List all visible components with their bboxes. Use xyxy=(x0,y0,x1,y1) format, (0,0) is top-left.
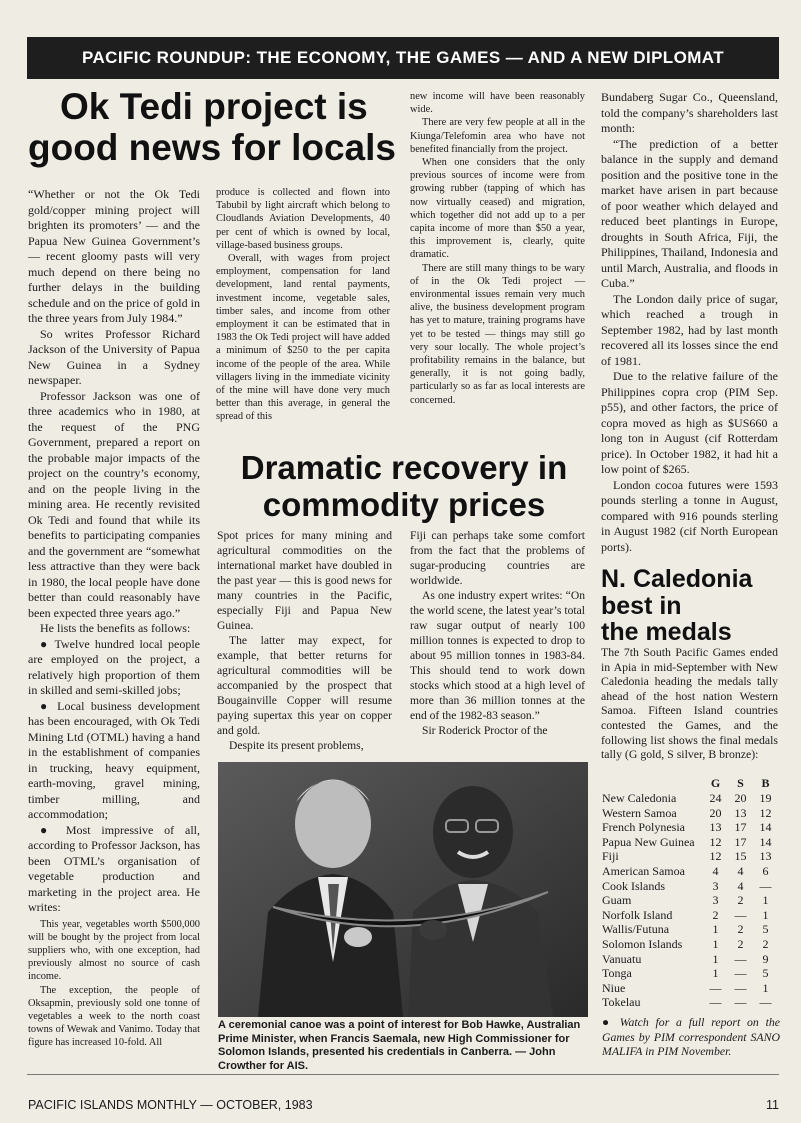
medals-table xyxy=(602,775,780,1010)
table-row xyxy=(602,791,778,806)
silver-count: — xyxy=(734,995,747,1010)
country-name: New Caledonia xyxy=(602,791,677,805)
table-row xyxy=(602,806,778,821)
country-name: Cook Islands xyxy=(602,878,665,893)
article1-headline-line2: good news for locals xyxy=(28,127,396,168)
gold-count: 4 xyxy=(712,863,719,878)
table-row xyxy=(602,893,778,908)
country-name: Wallis/Futuna xyxy=(602,922,670,937)
gold-count: 3 xyxy=(712,893,719,908)
article1-headline-line1: Ok Tedi project is xyxy=(60,86,368,127)
gold-count: 20 xyxy=(709,805,722,820)
paragraph: Despite its present problems, xyxy=(229,739,364,752)
article3-headline xyxy=(601,566,781,646)
bronze-count: 2 xyxy=(762,936,769,951)
gold-count: 1 xyxy=(712,922,719,937)
country-name: Vanuatu xyxy=(602,951,642,966)
silver-count: 15 xyxy=(734,849,747,864)
gold-count: 12 xyxy=(709,834,722,849)
article1-column-2 xyxy=(216,186,390,424)
table-row xyxy=(602,835,778,850)
header-gold: G xyxy=(710,775,721,790)
gold-count: 1 xyxy=(712,951,719,966)
photo-caption: A ceremonial canoe was a point of interest for Bob Hawke, Australian Prime Minister, when Francis Saemala, new High Commissioner for Solomon Islands, presented his credentials in Canberra. — John Crowther for AIS. xyxy=(218,1019,581,1072)
table-row xyxy=(602,879,778,894)
bronze-count: 14 xyxy=(759,834,772,849)
silver-count: 13 xyxy=(734,805,747,820)
article3-headline-line2: best in xyxy=(601,591,682,620)
table-row xyxy=(602,995,778,1010)
paragraph: new income will have been reasonably wide. xyxy=(410,91,585,116)
photo-illustration xyxy=(218,762,588,1017)
silver-count: 4 xyxy=(737,863,744,878)
quoted-paragraph: This year, vegetables worth $500,000 will be bought by the project from local suppliers who, with one exception, had previously almost no source of cash income. xyxy=(28,918,200,983)
country-name: Solomon Islands xyxy=(602,936,683,951)
bronze-count: 1 xyxy=(762,907,769,922)
country-name: Norfolk Island xyxy=(602,907,673,922)
silver-count: 17 xyxy=(734,820,747,835)
article3-intro xyxy=(601,645,778,762)
paragraph: “Whether or not the Ok Tedi gold/copper mining project will brighten its promoters’ — and the Papua New Guinea Government’s — recent gloomy pasts will very much depend on there being no further delays in the building schedule and on the price of gold in the three years from July 1984.” xyxy=(28,187,200,325)
country-name: American Samoa xyxy=(602,863,685,878)
gold-count: 24 xyxy=(709,791,722,805)
gold-count: 13 xyxy=(709,820,722,835)
bullet-paragraph: ● Most impressive of all, according to Professor Jackson, has been OTML’s organisation of vegetable production and marketing in the project area. He writes: xyxy=(28,822,200,914)
table-row xyxy=(602,937,778,952)
paragraph: So writes Professor Richard Jackson of the University of Papua New Guinea in a Sydney newspaper. xyxy=(28,326,200,387)
bronze-count: 12 xyxy=(759,805,772,820)
article2-column-2 xyxy=(410,528,585,738)
table-row xyxy=(602,864,778,879)
footer-page-number: 11 xyxy=(766,1098,779,1112)
bronze-count: 6 xyxy=(762,863,769,878)
paragraph: Fiji can perhaps take some comfort from the fact that the problems of sugar-producing countries are worldwide. xyxy=(410,529,585,587)
country-name: Fiji xyxy=(602,849,619,864)
bronze-count: 19 xyxy=(759,791,772,805)
table-row xyxy=(602,966,778,981)
article2-column-3 xyxy=(601,90,778,555)
country-name: Papua New Guinea xyxy=(602,834,695,849)
article1-column-1 xyxy=(28,187,200,1050)
gold-count: 1 xyxy=(712,966,719,981)
bronze-count: — xyxy=(759,995,772,1010)
paragraph: Overall, with wages from project employment, compensation for land development, land rental payments, investment income, vegetable sales, timber sales, and income from other employment it can be estimated that in 1983 the Ok Tedi project will have added a minimum of $250 to the per capita income of the people of the area. While villagers living in the immediate vicinity of the mine will have done very much better than this average, in general the spread of this xyxy=(216,253,390,423)
paragraph: The latter may expect, for example, that better returns for agricultural commodities will be accompanied by the prospect that Bougainville Copper will resume paying supertax this year on copper and gold. xyxy=(217,634,392,737)
table-header-row xyxy=(602,775,778,791)
gold-count: 12 xyxy=(709,849,722,864)
table-row xyxy=(602,849,778,864)
article2-headline-line1: Dramatic recovery in xyxy=(240,449,568,486)
silver-count: 20 xyxy=(734,791,747,805)
bullet-paragraph: ● Twelve hundred local people are employed on the project, a relatively high proportion of them in skilled and semi-skilled jobs; xyxy=(28,636,200,697)
silver-count: — xyxy=(734,980,747,995)
country-name: Tonga xyxy=(602,966,632,981)
paragraph: The 7th South Pacific Games ended in Apia in mid-September with New Caledonia heading the medals tally ahead of the host nation Western Samoa. Fifteen Island countries contested the Games, and the following list shows the final medals tally (G gold, S silver, B bronze): xyxy=(601,645,778,762)
silver-count: 2 xyxy=(737,893,744,908)
bronze-count: 5 xyxy=(762,966,769,981)
table-row xyxy=(602,952,778,967)
quoted-paragraph: The exception, the people of Oksapmin, previously sold one tonne of vegetables a week to the north coast towns of Wewak and Vanimo. Today that figure has increased 10-fold. All xyxy=(28,984,200,1049)
country-name: Guam xyxy=(602,893,632,908)
bullet-paragraph: ● Local business development has been encouraged, with Ok Tedi Mining Ltd (OTML) having a hand in the establishment of companies in trucking, heavy equipment, earth-moving, gravel mining, timber milling, and accommodation; xyxy=(28,698,200,821)
table-row xyxy=(602,820,778,835)
silver-count: 4 xyxy=(737,878,744,893)
country-name: Tokelau xyxy=(602,995,641,1010)
paragraph: Sir Roderick Proctor of the xyxy=(422,724,548,737)
paragraph: The London daily price of sugar, which reached a trough in September 1982, had by last month recovered all its losses since the end of 1981. xyxy=(601,291,778,368)
article1-column-3 xyxy=(410,90,585,407)
section-banner: PACIFIC ROUNDUP: THE ECONOMY, THE GAMES — AND A NEW DIPLOMAT xyxy=(27,37,779,79)
paragraph: “The prediction of a better balance in the supply and demand position and the positive tone in the market have arisen in part because of poor weather which delayed and reduced beet plantings in Europe, droughts in South Africa, Fiji, the Philippines, Thailand, Indonesia and until March, Australia, and floods in Cuba.” xyxy=(601,136,778,290)
footer-publication: PACIFIC ISLANDS MONTHLY — OCTOBER, 1983 xyxy=(28,1098,313,1112)
silver-count: — xyxy=(734,951,747,966)
bronze-count: 14 xyxy=(759,820,772,835)
medals-tally xyxy=(602,775,778,1010)
table-row xyxy=(602,908,778,923)
table-row xyxy=(602,922,778,937)
country-name: Niue xyxy=(602,980,626,995)
paragraph: London cocoa futures were 1593 pounds sterling a tonne in August, compared with 916 pounds sterling in August 1982 (cif North European ports). xyxy=(601,477,778,554)
gold-count: 1 xyxy=(712,936,719,951)
gold-count: 3 xyxy=(712,878,719,893)
bronze-count: 13 xyxy=(759,849,772,864)
silver-count: 2 xyxy=(737,922,744,937)
paragraph: Professor Jackson was one of three academics who in 1980, at the request of the PNG Government, prepared a report on the probable major impacts of the project on the country’s economy, and on the people living in the mining area. He recently revisited Ok Tedi and found that while its benefits to participating companies and the government are “somewhat less attractive than they were back in 1980, the local people have done better than could reasonably have been expected three years ago.” xyxy=(28,388,200,620)
paragraph: Bundaberg Sugar Co., Queensland, told the company’s shareholders last month: xyxy=(601,90,778,135)
news-photo xyxy=(218,762,588,1017)
article2-headline xyxy=(208,449,600,523)
footer-divider xyxy=(27,1074,779,1075)
bronze-count: 1 xyxy=(762,893,769,908)
bronze-count: — xyxy=(759,878,772,893)
paragraph: There are very few people at all in the Kiunga/Telefomin area who have not benefited financially from the project. xyxy=(410,117,585,155)
article3-headline-line3: the medals xyxy=(601,618,732,646)
paragraph: Spot prices for many mining and agricultural commodities on the international market have doubled in the past year — this is good news for many countries in the Pacific, especially Fiji and Papua New Guinea. xyxy=(217,529,392,632)
article1-headline xyxy=(28,86,396,168)
paragraph: There are still many things to be wary of in the Ok Tedi project — environmental issues remain very much alive, the business development program has yet to mature, training programs have yet to be tested — things may still go very sour locally. The whole project’s profitability remains in the balance, but generally, it is not going badly, particularly so as far as local interests are concerned. xyxy=(410,262,585,406)
header-silver: S xyxy=(737,775,744,790)
article2-headline-line2: commodity prices xyxy=(262,486,546,523)
silver-count: 2 xyxy=(737,936,744,951)
bronze-count: 9 xyxy=(762,951,769,966)
paragraph: He lists the benefits as follows: xyxy=(40,621,191,635)
article3-headline-line1: N. Caledonia xyxy=(601,565,753,593)
gold-count: — xyxy=(709,995,722,1010)
article2-column-1 xyxy=(217,528,392,753)
paragraph: As one industry expert writes: “On the world scene, the latest year’s total raw sugar output of nearly 100 million tonnes is expected to drop to about 95 million tonnes in 1983-84. This should tend to work down stocks which stood at a high level of more than 36 million tonnes at the end of the 1982-83 season.” xyxy=(410,589,585,722)
silver-count: — xyxy=(734,907,747,922)
silver-count: 17 xyxy=(734,834,747,849)
paragraph: When one considers that the only previous sources of income were from growing rubber (tapping of which has now virtually ceased) and migration, which together did not add up to a per capita income of more than $50 a year, this improvement is, clearly, quite dramatic. xyxy=(410,157,585,261)
bronze-count: 5 xyxy=(762,922,769,937)
bronze-count: 1 xyxy=(762,980,769,995)
country-name: French Polynesia xyxy=(602,820,685,835)
country-name: Western Samoa xyxy=(602,805,677,820)
table-row xyxy=(602,981,778,996)
paragraph: Due to the relative failure of the Philippines copra crop (PIM Sep. p55), and other factors, the price of copra moved as high as $US660 a long ton in August (cif Rotterdam price). In October 1982, it had hit a low point of $265. xyxy=(601,369,778,476)
gold-count: 2 xyxy=(712,907,719,922)
silver-count: — xyxy=(734,966,747,981)
paragraph: produce is collected and flown into Tabubil by light aircraft which belong to Cloudlands Aviation Developments, 40 per cent of which is owned by local, village-based business groups. xyxy=(216,187,390,251)
header-bronze: B xyxy=(761,775,770,790)
gold-count: — xyxy=(709,980,722,995)
medals-footnote: ● Watch for a full report on the Games by PIM correspondent SANO MALIFA in PIM November. xyxy=(602,1015,780,1059)
